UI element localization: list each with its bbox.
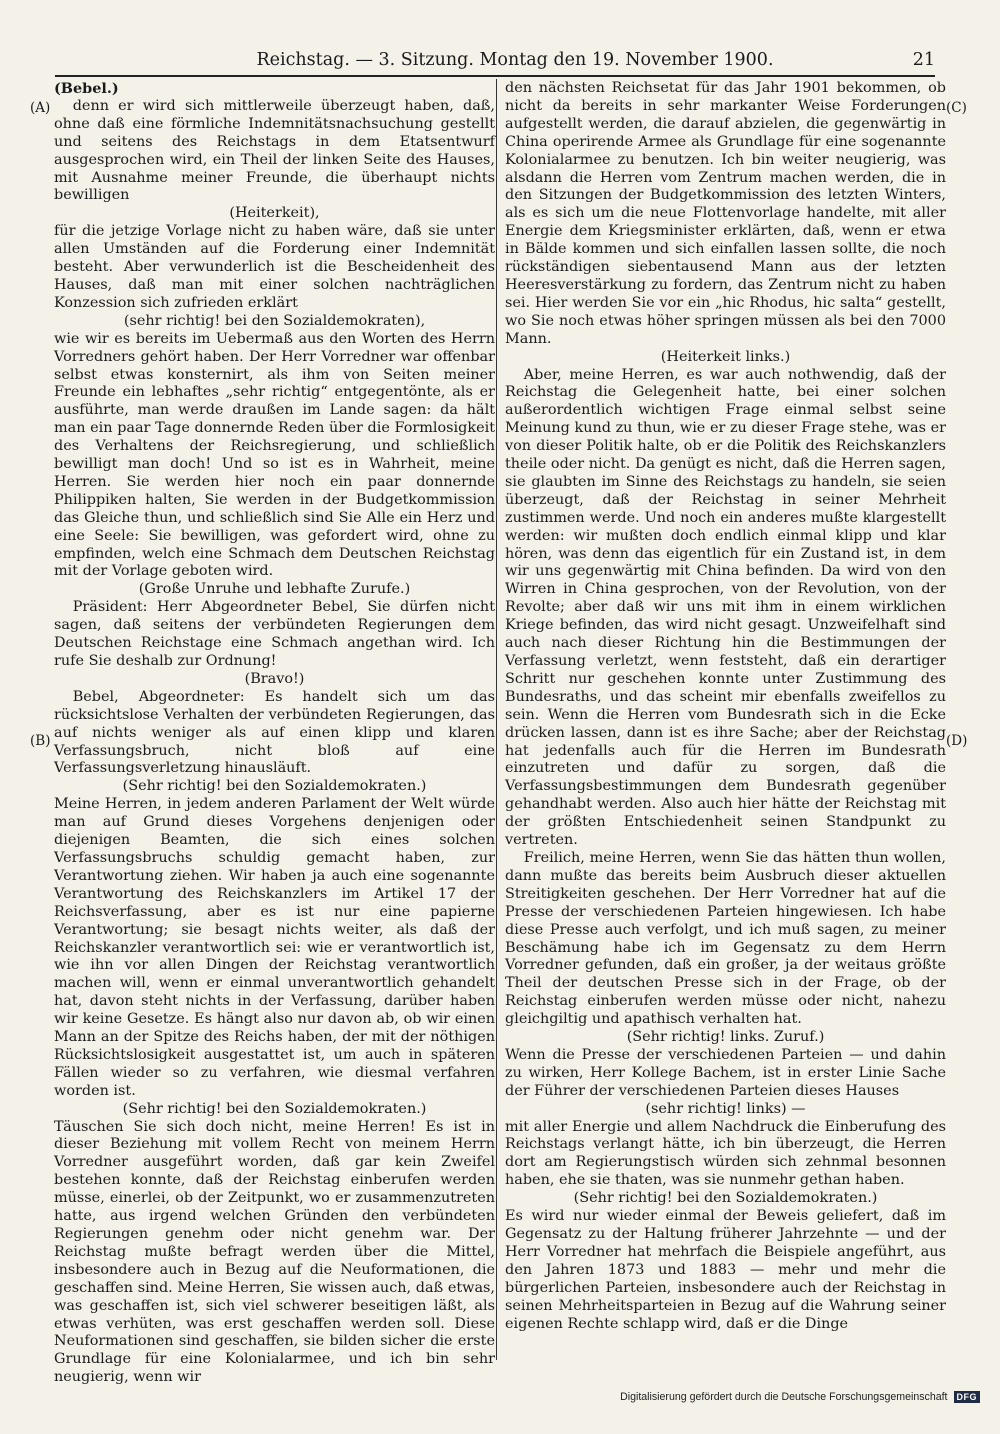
interjection: (sehr richtig! links) — (645, 1100, 806, 1117)
header-rule (55, 75, 935, 77)
paragraph: Präsident: Herr Abgeordneter Bebel, Sie dürfen nicht sagen, daß seitens der verbündeten Regierungen dem Deutschen Reichstage eine Schmach angethan wird. Ich rufe Sie deshalb zur Ordnung! (54, 599, 495, 669)
paragraph: Wenn die Presse der verschiedenen Parteien — und dahin zu wirken, Herr Kollege Bachem, ist in erster Linie Sache der Führer der verschiedenen Parteien dieses Hauses (505, 1046, 946, 1099)
margin-marker-c: (C) (946, 100, 967, 116)
left-text-column (54, 80, 495, 1387)
interjection: (Heiterkeit), (229, 205, 320, 222)
running-title: Reichstag. — 3. Sitzung. Montag den 19. November 1900. (256, 50, 774, 70)
paragraph: mit aller Energie und allem Nachdruck die Einberufung des Reichstags verlangt hätte, ich bin überzeugt, die Herren dort am Regierungstisch würden sich zehnmal besonnen haben, ehe sie thaten, was sie nunmehr gethan haben. (505, 1118, 946, 1189)
paragraph: Meine Herren, in jedem anderen Parlament der Welt würde man auf Grund dieses Vorgehens denjenigen oder diejenigen Beamten, die sich eines solchen Verfassungsbruchs schuldig gemacht haben, zur Verantwortung ziehen. Wir haben ja auch eine sogenannte Verantwortung des Reichskanzlers im Artikel 17 der Reichsverfassung, aber es ist nur eine papierne Verantwortung; sie besagt nichts weiter, als daß der Reichskanzler verantwortlich sei: wie er verantwortlich ist, wie ihn vor allen Dingen der Reichstag verantwortlich machen will, wenn er einmal unverantwortlich gehandelt hat, davon steht nichts in der Verfassung, darüber haben wir keine Gesetze. Es hängt also nur davon ab, ob wir einen Mann an der Spitze des Reichs haben, der mit der nöthigen Rücksichtslosigkeit ausgestattet ist, um auch in späteren Fällen wieder so zu verfahren, wie diesmal verfahren worden ist. (54, 796, 495, 1099)
dfg-logo: DFG (954, 1391, 981, 1403)
speaker-label: (Bebel.) (54, 80, 119, 97)
margin-marker-a: (A) (30, 100, 51, 116)
page-footer (620, 1391, 980, 1403)
page-header (55, 50, 935, 76)
paragraph: Täuschen Sie sich doch nicht, meine Herren! Es ist in dieser Beziehung mit vollem Recht von meinem Herrn Vorredner ausgeführt worden, daß gar kein Zweifel bestehen konnte, daß der Reichstag einberufen werden müsse, einerlei, ob der Zeitpunkt, wo er zusammenzutreten hatte, aus irgend welchen Gründen den verbündeten Regierungen genehm oder nicht genehm war. Der Reichstag mußte befragt werden über die Mittel, insbesondere auch in Bezug auf die Neuformationen, die geschaffen sind. Meine Herren, Sie wissen auch, daß etwas, was geschaffen ist, sich viel schwerer beseitigen läßt, als etwas verhüten, was erst geschaffen werden soll. Diese Neuformationen sind geschaffen, sie bilden sicher die erste Grundlage für eine Kolonialarmee, und ich bin sehr neugierig, wenn wir (54, 1118, 495, 1386)
interjection: (Sehr richtig! bei den Sozialdemokraten.) (122, 778, 427, 795)
margin-marker-b: (B) (30, 733, 51, 749)
paragraph: für die jetzige Vorlage nicht zu haben wäre, daß sie unter allen Umständen auf die Forderung einer Indemnität besteht. Aber verwunderlich ist die Bescheidenheit des Hauses, daß man mit einer solchen nachträglichen Konzession sich zufrieden erklärt (54, 223, 495, 311)
margin-marker-d: (D) (946, 733, 968, 749)
interjection: (Sehr richtig! links. Zuruf.) (626, 1029, 825, 1046)
interjection: (Sehr richtig! bei den Sozialdemokraten.) (573, 1190, 878, 1207)
paragraph: wie wir es bereits im Uebermaß aus den Worten des Herrn Vorredners gehört haben. Der Herr Vorredner war offenbar selbst etwas konsternirt, als ihm von Seiten meiner Freunde ein lebhaftes „sehr richtig“ entgegentönte, als er ausführte, man werde draußen im Lande sagen: da hält man ein paar Tage donnernde Reden über die Formlosigkeit des Verhaltens der Reichsregierung, und schließlich bewilligt man doch! Und so ist es in Wahrheit, meine Herren. Sie werden hier noch ein paar donnernde Philippiken halten, Sie werden in der Budgetkommission das Gleiche thun, und schließlich sind Sie Alle ein Herz und eine Seele: Sie bewilligen, was gefordert wird, ohne zu empfinden, welch eine Schmach dem Deutschen Reichstag mit der Vorlage geboten wird. (54, 330, 495, 580)
paragraph: Aber, meine Herren, es war auch nothwendig, daß der Reichstag die Gelegenheit hatte, bei einer solchen außerordentlich wichtigen Frage einmal selbst seine Meinung kund zu thun, wie er zu dieser Frage stehe, was er von dieser Politik halte, ob er die Politik des Reichskanzlers theile oder nicht. Da genügt es nicht, daß die Herren sagen, sie glaubten im Sinne des Reichstags zu handeln, sie seien überzeugt, daß der Reichstag in seiner Mehrheit zustimmen werde. Und noch ein anderes mußte klargestellt werden: wir mußten doch endlich einmal klipp und klar hören, was denn das eigentlich für ein Zustand ist, in dem wir uns gegenwärtig mit China befinden. Da wird von den Wirren in China gesprochen, von der Revolution, von der Revolte; aber daß wir uns mit ihm in einem wirklichen Kriege befinden, das wird nicht gesagt. Unzweifelhaft sind auch nach dieser Richtung hin die Bestimmungen der Verfassung verletzt, wenn feststeht, daß ein derartiger Schritt nur geschehen konnte unter Zustimmung des Bundesraths, und das scheint mir ebenfalls zweifellos zu sein. Wenn die Herren vom Bundesrath sich in die Ecke drücken lassen, dann ist es ihre Sache; aber der Reichstag hat jedenfalls auch für die Herren im Bundesrath einzutreten und dafür zu sorgen, daß die Verfassungsbestimmungen dem Bundesrath gegenüber gehandhabt werden. Also auch hier hätte der Reichstag mit der größten Entschiedenheit seinen Standpunkt zu vertreten. (505, 366, 946, 849)
interjection: (Heiterkeit links.) (660, 348, 791, 365)
footer-credit: Digitalisierung gefördert durch die Deutsche Forschungsgemeinschaft (620, 1391, 948, 1403)
interjection: (Große Unruhe und lebhafte Zurufe.) (138, 581, 411, 598)
page-number: 21 (912, 50, 935, 70)
paragraph: Freilich, meine Herren, wenn Sie das hätten thun wollen, dann mußte das bereits beim Ausbruch dieser aktuellen Streitigkeiten geschehen. Der Herr Vorredner hat auf die Presse der verschiedenen Parteien hingewiesen. Ich habe diese Presse auch verfolgt, und ich muß sagen, zu meiner Beschämung habe ich im Gegensatz zu dem Herrn Vorredner gefunden, daß ein großer, ja der weitaus größte Theil der deutschen Presse sich in der Frage, ob der Reichstag einberufen werden müsse oder nicht, nahezu gleichgiltig und apathisch verhalten hat. (505, 849, 946, 1028)
interjection: (Sehr richtig! bei den Sozialdemokraten.) (122, 1100, 427, 1117)
paragraph: Bebel, Abgeordneter: Es handelt sich um das rücksichtslose Verhalten der verbündeten Regierungen, das auf nichts weniger als auf einen klipp und klaren Verfassungsbruch, nicht bloß auf eine Verfassungsverletzung hinausläuft. (54, 688, 495, 777)
column-divider (496, 79, 497, 1360)
paragraph: denn er wird sich mittlerweile überzeugt haben, daß, ohne daß eine förmliche Indemnitätsnachsuchung gestellt und seitens des Reichstags in dem Etatsentwurf ausgesprochen wird, ein Theil der linken Seite des Hauses, mit Ausnahme meiner Freunde, die überhaupt nichts bewilligen (54, 97, 495, 204)
interjection: (sehr richtig! bei den Sozialdemokraten), (123, 312, 426, 329)
interjection: (Bravo!) (244, 670, 305, 687)
right-text-column (505, 80, 946, 1333)
paragraph: Es wird nur wieder einmal der Beweis geliefert, daß im Gegensatz zu der Haltung früherer Jahrzehnte — und der Herr Vorredner hat mehrfach die Beispiele angeführt, aus den Jahren 1873 und 1883 — mehr und mehr die bürgerlichen Parteien, insbesondere auch der Reichstag in seinen Mehrheitsparteien in Bezug auf die Wahrung seiner eigenen Rechte schlapp wird, daß er die Dinge (505, 1208, 946, 1332)
paragraph: den nächsten Reichsetat für das Jahr 1901 bekommen, ob nicht da bereits in sehr markanter Weise Forderungen aufgestellt werden, die darauf abzielen, die gegenwärtig in China operirende Armee als Grundlage für eine sogenannte Kolonialarmee zu benutzen. Ich bin weiter neugierig, was alsdann die Herren vom Zentrum machen werden, die in den Sitzungen der Budgetkommission des letzten Winters, als es sich um die neue Flottenvorlage handelte, mit aller Energie dem Kriegsminister erklärten, daß, wenn er etwa in Bälde kommen und sich einfallen lassen sollte, die noch rückständigen siebentausend Mann aus der letzten Heeresverstärkung zu fordern, das Zentrum nicht zu haben sei. Hier werden Sie vor ein „hic Rhodus, hic salta“ gestellt, wo Sie noch etwas höher springen müssen als bei den 7000 Mann. (505, 80, 946, 347)
